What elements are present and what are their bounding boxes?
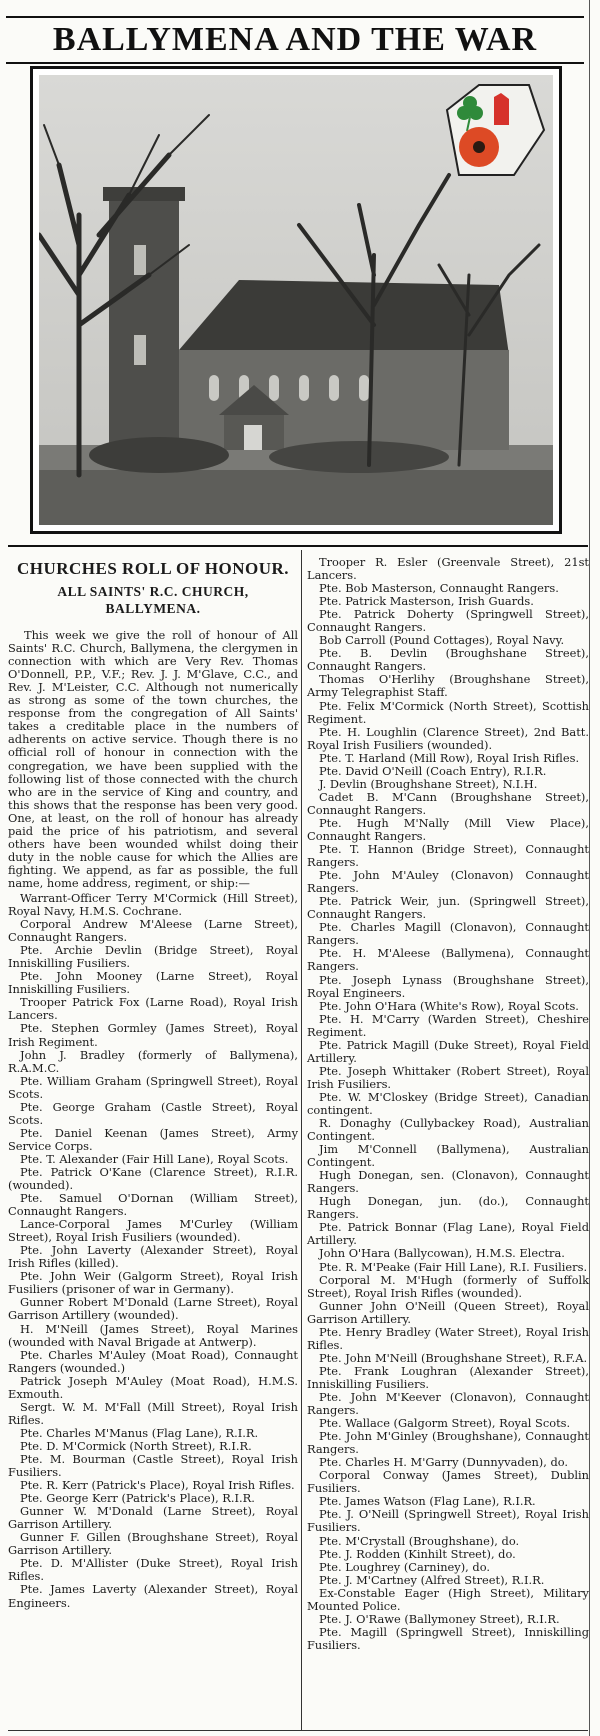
roll-entry: Patrick Joseph M'Auley (Moat Road), H.M.S. Exmouth. (8, 1373, 298, 1401)
roll-entry: Pte. Patrick Doherty (Springwell Street), Connaught Rangers. (307, 607, 589, 635)
church-subtitle-line2: BALLYMENA. (105, 601, 201, 617)
section-title: CHURCHES ROLL OF HONOUR. (16, 559, 290, 578)
roll-entry: Pte. Joseph Whittaker (Robert Street), Royal Irish Fusiliers. (307, 1063, 589, 1091)
roll-entry: Gunner John O'Neill (Queen Street), Royal Garrison Artillery. (307, 1298, 589, 1326)
roll-entry: Pte. R. M'Peake (Fair Hill Lane), R.I. Fusiliers. (319, 1259, 588, 1274)
roll-entry: Pte. Archie Devlin (Bridge Street), Royal Inniskilling Fusiliers. (8, 943, 298, 971)
roll-entry: Pte. J. O'Rawe (Ballymoney Street), R.I.R. (319, 1611, 560, 1626)
roll-entry: Pte. Charles Magill (Clonavon), Connaught Rangers. (307, 920, 589, 948)
roll-entry: John O'Hara (Ballycowan), H.M.S. Electra. (319, 1246, 565, 1261)
roll-entry: Pte. Felix M'Cormick (North Street), Scottish Regiment. (307, 698, 589, 726)
roll-entry: Pte. Charles M'Manus (Flag Lane), R.I.R. (20, 1425, 259, 1440)
photo-divider (8, 545, 588, 547)
roll-entry: R. Donaghy (Cullybackey Road), Australian Contingent. (307, 1116, 589, 1144)
roll-entry: Pte. T. Hannon (Bridge Street), Connaught Rangers. (307, 842, 589, 870)
roll-entry: Pte. M'Crystall (Broughshane), do. (319, 1533, 520, 1548)
roll-entry: Pte. Daniel Keenan (James Street), Army Service Corps. (8, 1125, 298, 1153)
roll-entry: Pte. John Weir (Galgorm Street), Royal Irish Fusiliers (prisoner of war in Germany). (8, 1269, 298, 1297)
roll-entry: Pte. Patrick Masterson, Irish Guards. (319, 594, 534, 609)
roll-entry: Pte. J. Rodden (Kinhilt Street), do. (319, 1546, 516, 1561)
church-subtitle-line1: ALL SAINTS' R.C. CHURCH, (57, 584, 249, 600)
roll-entry: Gunner Robert M'Donald (Larne Street), Royal Garrison Artillery (wounded). (8, 1295, 298, 1323)
roll-entry: Pte. John Laverty (Alexander Street), Royal Irish Rifles (killed). (8, 1243, 298, 1271)
roll-entry: Pte. John M'Neill (Broughshane Street), R.F.A. (319, 1350, 588, 1365)
left-column (8, 556, 298, 1610)
roll-entry: Ex-Constable Eager (High Street), Military Mounted Police. (307, 1585, 589, 1613)
church-photograph (30, 66, 562, 534)
roll-entry: Jim M'Connell (Ballymena), Australian Contingent. (307, 1142, 589, 1170)
roll-entry: Pte. J. M'Cartney (Alfred Street), R.I.R. (319, 1572, 545, 1587)
roll-entry: Corporal M. M'Hugh (formerly of Suffolk Street), Royal Irish Rifles (wounded). (307, 1272, 589, 1300)
roll-entry: Pte. R. Kerr (Patrick's Place), Royal Irish Rifles. (20, 1478, 295, 1493)
roll-entry: Pte. James Watson (Flag Lane), R.I.R. (319, 1494, 536, 1509)
roll-entry: Pte. D. M'Cormick (North Street), R.I.R. (20, 1438, 252, 1453)
adjacent-column-edge (589, 0, 600, 1736)
roll-entry: Pte. George Kerr (Patrick's Place), R.I.R. (20, 1491, 255, 1506)
roll-entry: Pte. H. Loughlin (Clarence Street), 2nd Batt. Royal Irish Fusiliers (wounded). (307, 724, 589, 752)
church-subtitle (8, 583, 298, 617)
roll-entry: Pte. Patrick Bonnar (Flag Lane), Royal Field Artillery. (307, 1220, 589, 1248)
roll-entry: Pte. Joseph Lynass (Broughshane Street), Royal Engineers. (307, 972, 589, 1000)
roll-entry: Cadet B. M'Cann (Broughshane Street), Connaught Rangers. (307, 789, 589, 817)
roll-entry: Pte. Wallace (Galgorm Street), Royal Scots. (319, 1416, 571, 1431)
roll-entry: Pte. H. M'Carry (Warden Street), Cheshire Regiment. (307, 1011, 589, 1039)
roll-entry: Pte. Magill (Springwell Street), Inniskilling Fusiliers. (307, 1624, 589, 1652)
roll-entry: Gunner F. Gillen (Broughshane Street), Royal Garrison Artillery. (8, 1530, 298, 1558)
roll-entry: Lance-Corporal James M'Curley (William Street), Royal Irish Fusiliers (wounded). (8, 1217, 298, 1245)
roll-entry: Pte. H. M'Aleese (Ballymena), Connaught Rangers. (307, 946, 589, 974)
roll-entry: Corporal Andrew M'Aleese (Larne Street), Connaught Rangers. (8, 917, 298, 945)
roll-entry: Corporal Conway (James Street), Dublin Fusiliers. (307, 1468, 589, 1496)
roll-entry: Hugh Donegan, jun. (do.), Connaught Rangers. (307, 1194, 589, 1222)
roll-entry: Trooper R. Esler (Greenvale Street), 21st Lancers. (307, 555, 589, 583)
roll-entry: Pte. Bob Masterson, Connaught Rangers. (319, 581, 559, 596)
church-illustration (39, 75, 553, 525)
right-column (307, 556, 589, 1652)
roll-entry: Pte. J. O'Neill (Springwell Street), Royal Irish Fusiliers. (307, 1507, 589, 1535)
roll-entry: John J. Bradley (formerly of Ballymena), R.A.M.C. (8, 1047, 298, 1075)
roll-entry: Pte. John O'Hara (White's Row), Royal Scots. (319, 998, 579, 1013)
roll-entry: Trooper Patrick Fox (Larne Road), Royal Irish Lancers. (8, 995, 298, 1023)
roll-entry: Hugh Donegan, sen. (Clonavon), Connaught Rangers. (307, 1168, 589, 1196)
roll-entry: Pte. Charles M'Auley (Moat Road), Connaught Rangers (wounded.) (8, 1347, 298, 1375)
roll-entry: Pte. T. Alexander (Fair Hill Lane), Royal Scots. (20, 1151, 289, 1166)
roll-entry: Pte. George Graham (Castle Street), Royal Scots. (8, 1099, 298, 1127)
roll-entry: Pte. James Laverty (Alexander Street), Royal Engineers. (8, 1582, 298, 1610)
roll-entry: Pte. D. M'Allister (Duke Street), Royal Irish Rifles. (8, 1556, 298, 1584)
headline: BALLYMENA AND THE WAR (6, 16, 584, 64)
roll-entry: Pte. John Mooney (Larne Street), Royal Inniskilling Fusiliers. (8, 969, 298, 997)
left-roll-list (8, 892, 298, 1610)
roll-entry: Pte. Patrick Magill (Duke Street), Royal Field Artillery. (307, 1037, 589, 1065)
roll-entry: Pte. Patrick O'Kane (Clarence Street), R.I.R. (wounded). (8, 1164, 298, 1193)
roll-entry: Pte. B. Devlin (Broughshane Street), Connaught Rangers. (307, 646, 589, 674)
roll-entry: Pte. Charles H. M'Garry (Dunnyvaden), do. (319, 1455, 569, 1470)
roll-entry: Sergt. W. M. M'Fall (Mill Street), Royal Irish Rifles. (8, 1399, 298, 1427)
roll-entry: Pte. Samuel O'Dornan (William Street), Connaught Rangers. (8, 1191, 298, 1219)
roll-entry: Pte. David O'Neill (Coach Entry), R.I.R. (319, 763, 547, 778)
intro-paragraph: This week we give the roll of honour of All Saints' R.C. Church, Ballymena, the clergymen in connection with which are Very Rev. Thomas O'Donnell, P.P., V.F.; Rev. J. J. M'Glave, C.C., and Rev. J. M'Leister, C.C. Although not numerically as strong as some of the town churches, the response from the congregation of All Saints' takes a creditable place in the numbers of adherents on active service. Though there is no official roll of honour in connection with the congregation, we have been supplied with the following list of those connected with the church who are in the service of King and country, and this shows that the response has been very good. One, at least, on the roll of honour has already paid the price of his patriotism, and several others have been wounded whilst doing their duty in the noble cause for which the Allies are fighting. We append, as far as possible, the full name, home address, regiment, or ship:— (8, 628, 298, 890)
roll-entry: J. Devlin (Broughshane Street), N.I.H. (319, 776, 538, 791)
roll-entry: H. M'Neill (James Street), Royal Marines (wounded with Naval Brigade at Antwerp). (8, 1321, 298, 1349)
roll-entry: Pte. M. Bourman (Castle Street), Royal Irish Fusiliers. (8, 1452, 298, 1480)
red-hand-icon (494, 93, 509, 125)
bottom-rule (8, 1730, 588, 1731)
roll-entry: Pte. John M'Auley (Clonavon) Connaught Rangers. (307, 868, 589, 896)
roll-entry: Thomas O'Herlihy (Broughshane Street), Army Telegraphist Staff. (307, 672, 589, 700)
roll-entry: Bob Carroll (Pound Cottages), Royal Navy. (319, 633, 565, 648)
roll-entry: Pte. William Graham (Springwell Street), Royal Scots. (8, 1073, 298, 1101)
roll-entry: Pte. Loughrey (Carniney), do. (319, 1559, 490, 1574)
roll-entry: Pte. John M'Keever (Clonavon), Connaught Rangers. (307, 1390, 589, 1418)
roll-entry: Pte. Patrick Weir, jun. (Springwell Street), Connaught Rangers. (307, 894, 589, 922)
roll-entry: Pte. T. Harland (Mill Row), Royal Irish Rifles. (319, 750, 580, 765)
roll-entry: Warrant-Officer Terry M'Cormick (Hill Street), Royal Navy, H.M.S. Cochrane. (8, 890, 298, 919)
roll-entry: Pte. W. M'Closkey (Bridge Street), Canadian contingent. (307, 1089, 589, 1117)
roll-entry: Pte. Stephen Gormley (James Street), Royal Irish Regiment. (8, 1021, 298, 1049)
roll-entry: Pte. Henry Bradley (Water Street), Royal Irish Rifles. (307, 1324, 589, 1352)
roll-entry: Pte. Frank Loughran (Alexander Street), Inniskilling Fusiliers. (307, 1363, 589, 1391)
roll-entry: Gunner W. M'Donald (Larne Street), Royal Garrison Artillery. (8, 1504, 298, 1532)
poppy-icon (459, 127, 499, 167)
roll-entry: Pte. Hugh M'Nally (Mill View Place), Connaught Rangers. (307, 815, 589, 843)
column-divider (301, 550, 302, 1730)
roll-entry: Pte. John M'Ginley (Broughshane), Connaught Rangers. (307, 1429, 589, 1457)
right-roll-list (307, 556, 589, 1652)
